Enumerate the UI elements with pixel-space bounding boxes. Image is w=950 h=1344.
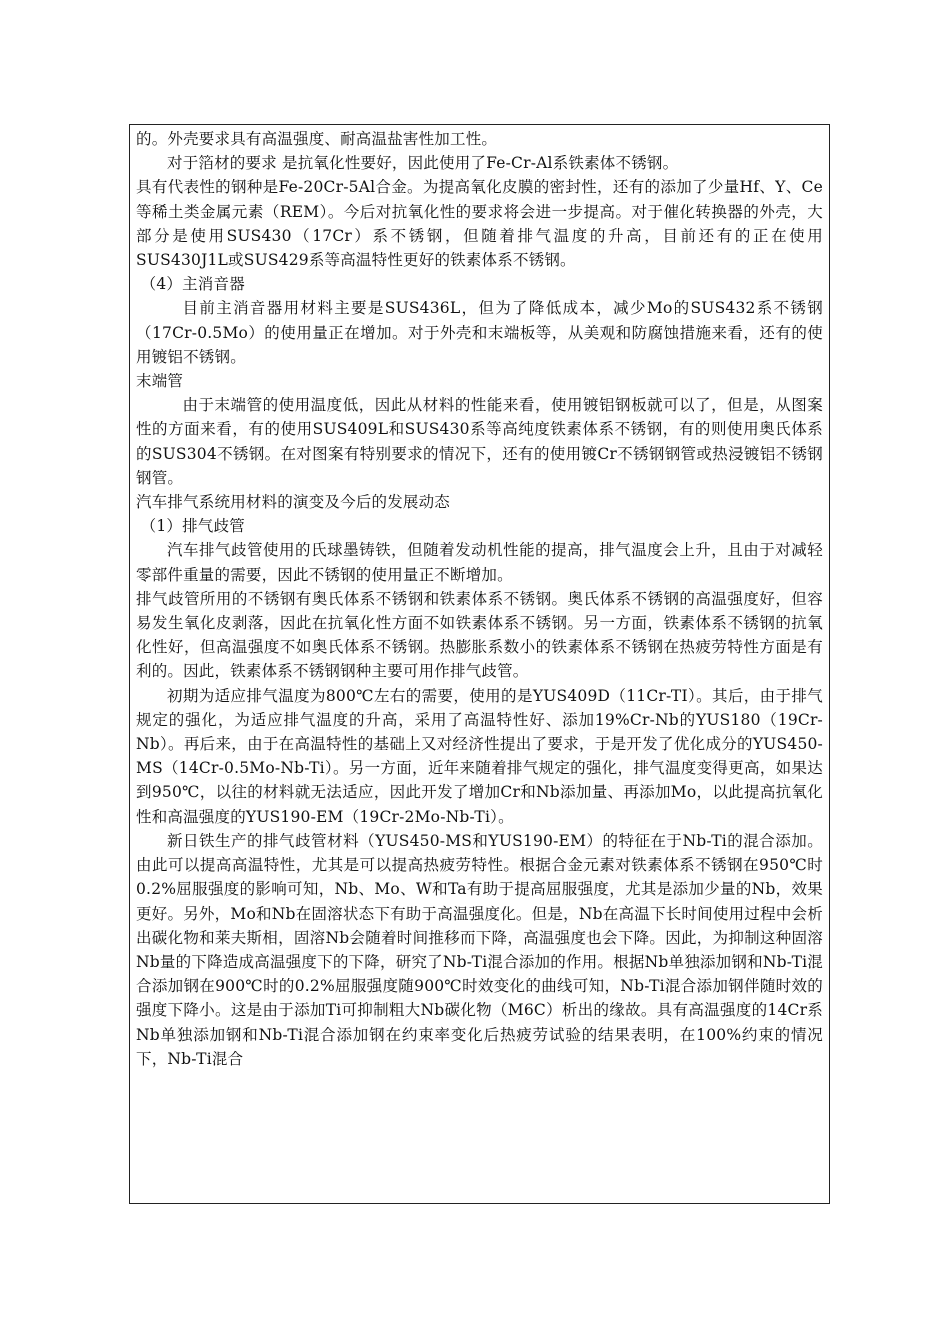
heading-main-muffler: （4）主消音器 [140,275,245,294]
paragraph-nb-ti-addition: 新日铁生产的排气歧管材料（YUS450-MS和YUS190-EM）的特征在于Nb-Ti的混合添加。由此可以提高高温特性，尤其是可以提高热疲劳特性。根据合金元素对铁素体系不锈钢在950℃时0.2%屈服强度的影响可知，Nb、Mo、W和Ta有助于提高屈服强度，尤其是添加少量的Nb，效果更好。另外，Mo和Nb在固溶状态下有助于高温强度化。但是，Nb在高温下长时间使用过程中会析出碳化物和莱夫斯相，固溶Nb会随着时间推移而下降，高温强度也会下降。因此，为抑制这种固溶Nb量的下降造成高温强度下的下降，研究了Nb-Ti混合添加的作用。根据Nb单独添加钢和Nb-Ti混合添加钢在900℃时的0.2%屈服强度随900℃时效变化的曲线可知，Nb-Ti混合添加钢伴随时效的强度下降小。这是由于添加Ti可抑制粗大Nb碳化物（M6C）析出的缘故。具有高温强度的14Cr系Nb单独添加钢和Nb-Ti混合添加钢在约束率变化后热疲劳试验的结果表明，在100%约束的情况下，Nb-Ti混合 [136,831,823,1068]
heading-exhaust-manifold: （1）排气歧管 [140,517,245,536]
paragraph-representative-steel: 具有代表性的钢种是Fe-20Cr-5Al合金。为提高氧化皮膜的密封性，还有的添加了少量Hf、Y、Ce等稀土类金属元素（REM）。今后对抗氧化性的要求将会进一步提高。对于催化转换器的外壳，大部分是使用SUS430（17Cr）系不锈钢，但随着排气温度的升高，目前还有的正在使用SUS430J1L或SUS429系等高温特性更好的铁素体系不锈钢。 [136,178,823,270]
paragraph-tail-pipe: 由于末端管的使用温度低，因此从材料的性能来看，使用镀铝钢板就可以了，但是，从图案性的方面来看，有的使用SUS409L和SUS430系等高纯度铁素体系不锈钢，有的则使用奥氏体系的SUS304不锈钢。在对图案有特别要求的情况下，还有的使用镀Cr不锈钢钢管或热浸镀铝不锈钢钢管。 [136,396,823,487]
paragraph-manifold-stainless: 排气歧管所用的不锈钢有奥氏体系不锈钢和铁素体系不锈钢。奥氏体系不锈钢的高温强度好，但容易发生氧化皮剥落，因此在抗氧化性方面不如铁素体系不锈钢。另一方面，铁素体系不锈钢的抗氧化性好，但高温强度不如奥氏体系不锈钢。热膨胀系数小的铁素体系不锈钢在热疲劳特性方面是有利的。因此，铁素体系不锈钢钢种主要可用作排气歧管。 [136,589,823,681]
paragraph-manifold-grades: 初期为适应排气温度为800℃左右的需要，使用的是YUS409D（11Cr-TI）。其后，由于排气规定的强化，为适应排气温度的升高，采用了高温特性好、添加19%Cr-Nb的YUS180（19Cr-Nb）。再后来，由于在高温特性的基础上又对经济性提出了要求，于是开发了优化成分的YUS450-MS（14Cr-0.5Mo-Nb-Ti）。另一方面，近年来随着排气规定的强化，排气温度变得更高，如果达到950℃，以往的材料就无法适应，因此开发了增加Cr和Nb添加量、再添加Mo，以此提高抗氧化性和高温强度的YUS190-EM（19Cr-2Mo-Nb-Ti）。 [136,686,823,826]
paragraph-foil-requirements: 对于箔材的要求 是抗氧化性要好，因此使用了Fe-Cr-Al系铁素体不锈钢。 [167,154,679,173]
paragraph-casing-requirements: 的。外壳要求具有高温强度、耐高温盐害性加工性。 [136,130,498,148]
paragraph-manifold-cast-iron: 汽车排气歧管使用的氏球墨铸铁，但随着发动机性能的提高，排气温度会上升，且由于对减轻零部件重量的需要，因此不锈钢的使用量正不断增加。 [136,541,823,584]
heading-tail-pipe: 末端管 [136,372,184,391]
heading-material-evolution: 汽车排气系统用材料的演变及今后的发展动态 [136,493,451,512]
document-body [130,125,829,1071]
paragraph-main-muffler: 目前主消音器用材料主要是SUS436L，但为了降低成本，减少Mo的SUS432系不锈钢（17Cr-0.5Mo）的使用量正在增加。对于外壳和末端板等，从美观和防腐蚀措施来看，还有的使用镀铝不锈钢。 [136,299,823,366]
page-frame [129,124,830,1204]
